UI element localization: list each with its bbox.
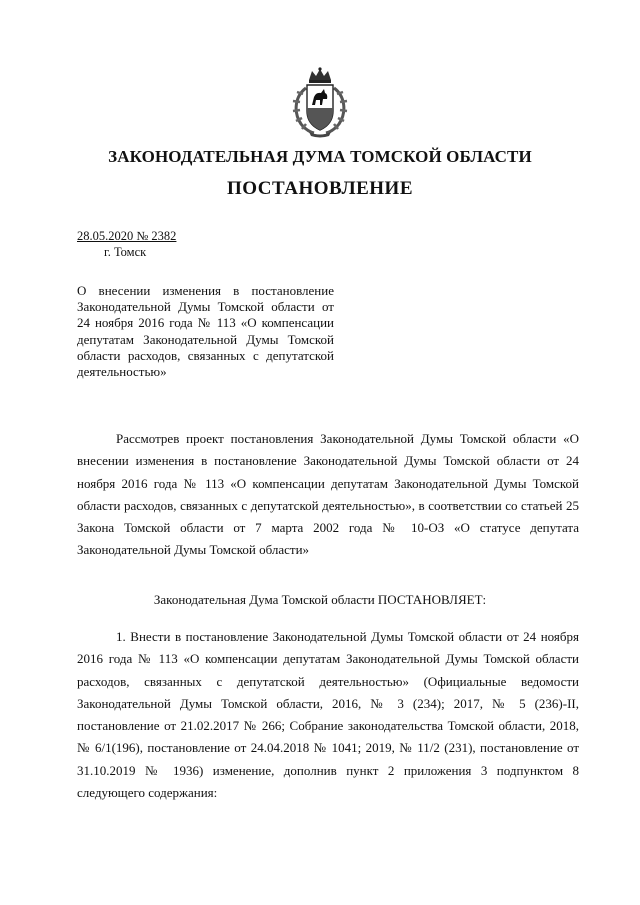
coat-of-arms-icon	[287, 66, 353, 138]
preamble-paragraph: Рассмотрев проект постановления Законодательной Думы Томской области «О внесении изменения в постановление Законодательной Думы Томской области от 24 ноября 2016 года № 113 «О компенсации депутатам Законодательной Думы Томской области расходов, связанных с депутатской деятельностью», в соответствии со статьей 25 Закона Томской области от 7 марта 2002 года № 10-ОЗ «О статусе депутата Законодательной Думы Томской области»	[77, 431, 579, 558]
document-type: ПОСТАНОВЛЕНИЕ	[226, 178, 414, 199]
organization-title: ЗАКОНОДАТЕЛЬНАЯ ДУМА ТОМСКОЙ ОБЛАСТИ	[108, 147, 532, 166]
city: г. Томск	[104, 245, 147, 259]
resolves-line: Законодательная Дума Томской области ПОСТАНОВЛЯЕТ:	[153, 592, 487, 607]
date-number: 28.05.2020 № 2382	[77, 229, 177, 243]
item-1-paragraph: 1. Внести в постановление Законодательной Думы Томской области от 24 ноября 2016 года № 113 «О компенсации депутатам Законодательной Думы Томской области расходов, связанных с депутатской деятельностью» (Официальные ведомости Законодательной Думы Томской области, 2016, № 3 (234); 2017, № 5 (236)-II, постановление от 21.02.2017 № 266; Собрание законодательства Томской области, 2018, № 6/1(196), постановление от 24.04.2018 № 1041; 2019, № 11/2 (231), постановление от 31.10.2019 № 1936) изменение, дополнив пункт 2 приложения 3 подпунктом 8 следующего содержания:	[77, 629, 579, 801]
document-subject: О внесении изменения в постановление Законодательной Думы Томской области от 24 ноября 2016 года № 113 «О компенсации депутатам Законодательной Думы Томской области расходов, связанных с депутатской деятельностью»	[77, 283, 334, 380]
